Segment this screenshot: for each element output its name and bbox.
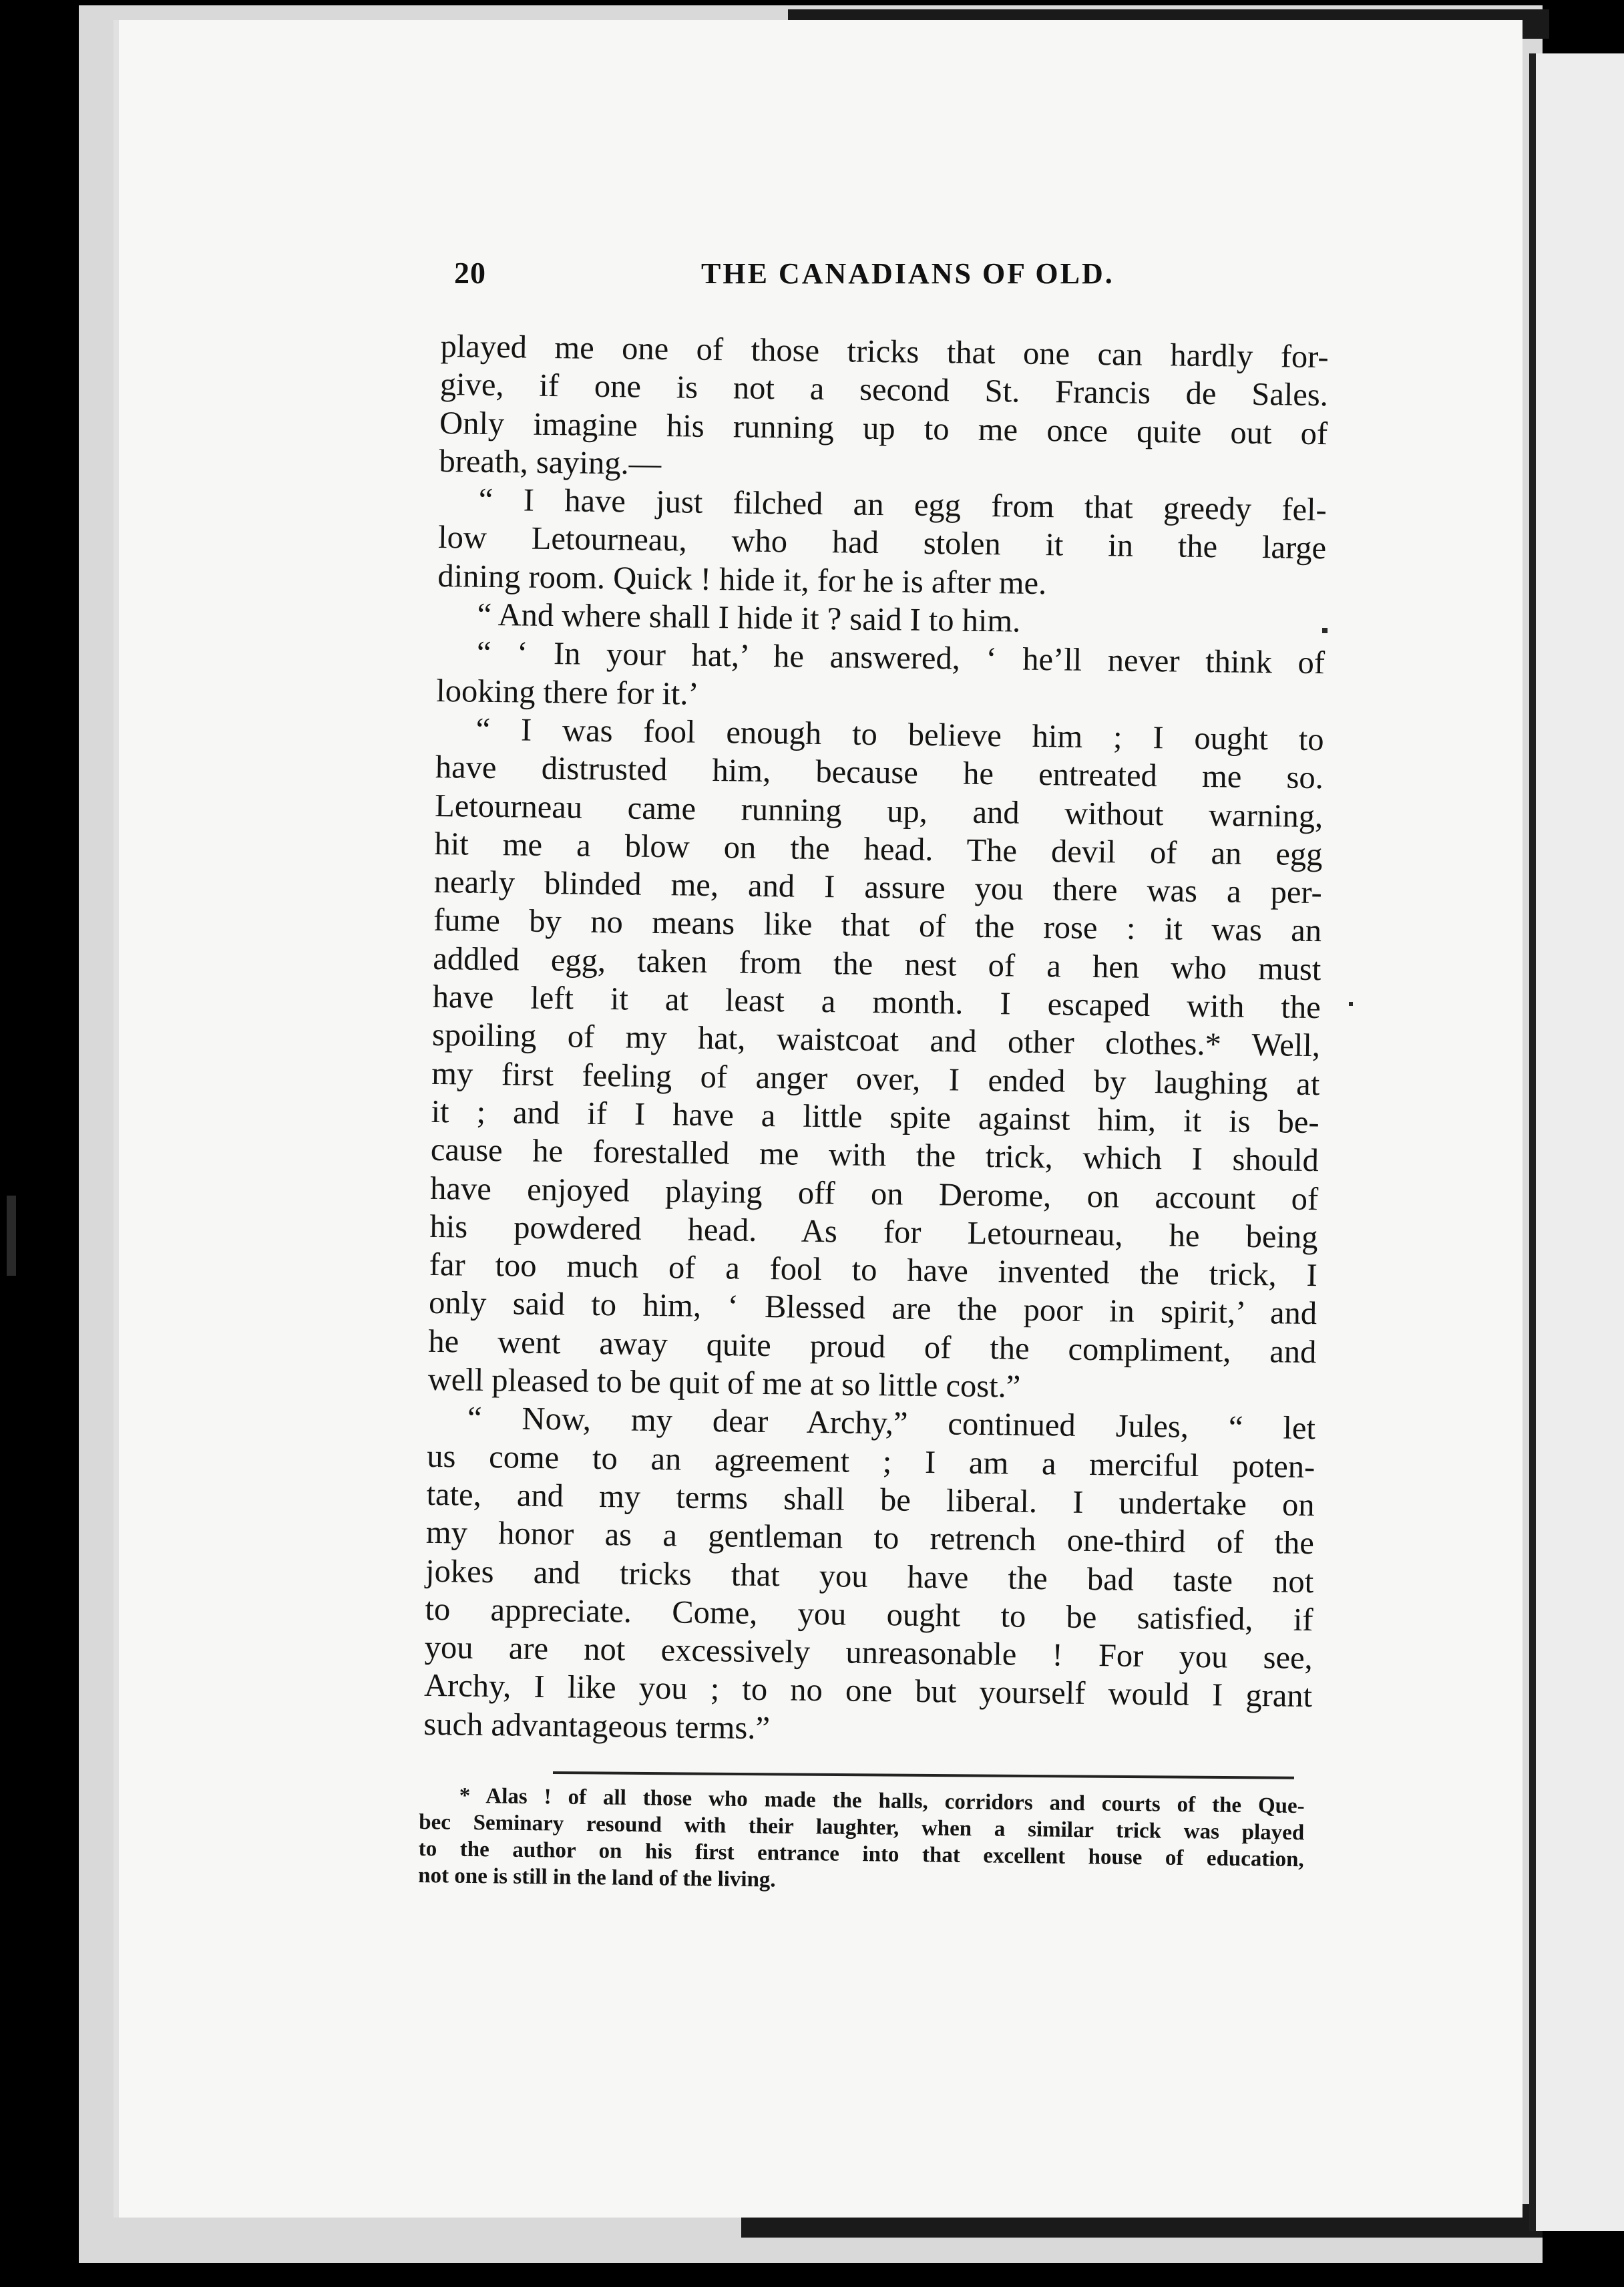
text-line: “ I was fool enough to believe him ; I ought to [475,711,1324,758]
text-line: tate, and my terms shall be liberal. I undertake on [426,1476,1315,1524]
text-line: hit me a blow on the head. The devil of an egg [434,826,1323,873]
text-line: his powdered head. As for Letourneau, he being [429,1208,1318,1255]
text-line: nearly blinded me, and I assure you there was a per- [433,864,1323,911]
page-header [454,255,1356,302]
text-line: “ ‘ In your hat,’ he answered, ‘ he’ll never think of [476,635,1326,681]
body-text [423,327,1329,1754]
footnote-line: to the author on his first entrance into that excellent house of education, [418,1836,1304,1872]
text-line: it ; and if I have a little spite against him, it is be- [431,1093,1320,1141]
text-line: fume by no means like that of the rose : it was an [433,902,1322,949]
text-line: have distrusted him, because he entreated me so. [435,749,1324,796]
facing-page-edge [1529,53,1624,2231]
footnote-line: bec Seminary resound with their laughter, when a similar trick was played [419,1809,1305,1845]
text-line: my honor as a gentleman to retrench one-third of the [425,1515,1315,1562]
text-line: us come to an agreement ; I am a merciful poten- [427,1438,1315,1485]
running-head: THE CANADIANS OF OLD. [701,257,1114,290]
text-line: looking there for it.’ [436,673,699,712]
text-line: only said to him, ‘ Blessed are the poor in spirit,’ and [428,1285,1317,1332]
page-number: 20 [454,256,486,290]
text-line: he went away quite proud of the compliment, and [428,1323,1317,1370]
text-line: dining room. Quick ! hide it, for he is after me. [437,558,1047,601]
footnote-line: not one is still in the land of the living. [418,1863,776,1892]
text-line: addled egg, taken from the nest of a hen who must [433,940,1322,987]
footnote-line: * Alas ! of all those who made the halls, corridors and courts of the Que- [459,1783,1305,1819]
text-line: Archy, I like you ; to no one but yourself would I grant [423,1668,1313,1715]
text-line: jokes and tricks that you have the bad taste not [425,1553,1314,1600]
scan-speck [1349,1002,1353,1006]
text-line: you are not excessively unreasonable ! For you see, [424,1629,1313,1677]
text-line: give, if one is not a second St. Francis de Sales. [439,367,1329,413]
scan-speck [7,1196,16,1276]
text-line: played me one of those tricks that one can hardly for- [440,328,1329,375]
text-line: cause he forestalled me with the trick, which I should [430,1132,1320,1179]
text-line: such advantageous terms.” [423,1706,771,1746]
text-line: far too much of a fool to have invented the trick, I [429,1247,1318,1294]
text-line: have left it at least a month. I escaped with the [432,979,1321,1026]
text-line: low Letourneau, who had stolen it in the large [437,520,1327,566]
text-line: Only imagine his running up to me once quite out of [439,405,1328,452]
text-line: breath, saying.— [439,443,662,482]
text-line: have enjoyed playing off on Derome, on account of [429,1170,1319,1217]
text-line: “ And where shall I hide it ? said I to him. [477,596,1021,639]
text-line: my first feeling of anger over, I ended by laughing at [431,1055,1320,1102]
text-line: “ Now, my dear Archy,” continued Jules, “ let [467,1400,1316,1447]
text-line: to appreciate. Come, you ought to be satisfied, if [425,1591,1313,1638]
footnote [418,1782,1305,1900]
text-line: Letourneau came running up, and without warning, [434,787,1324,834]
text-line: well pleased to be quit of me at so little cost.” [427,1361,1021,1405]
text-line: spoiling of my hat, waistcoat and other clothes.* Well, [431,1017,1321,1064]
text-line: “ I have just filched an egg from that greedy fel- [478,482,1328,528]
